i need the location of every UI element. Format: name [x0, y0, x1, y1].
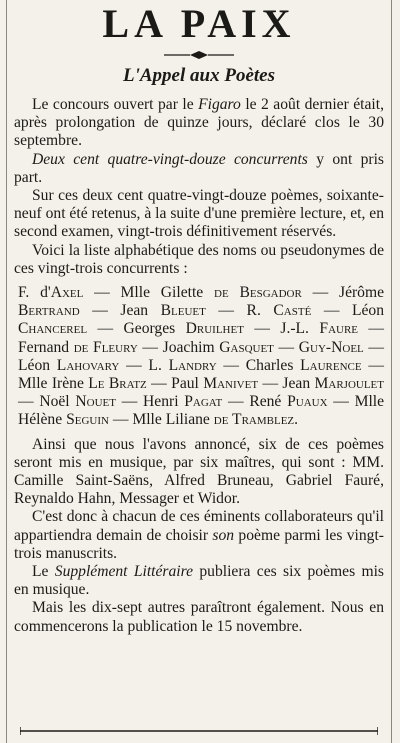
paragraph-6: C'est donc à chacun de ces éminents collaborateurs qu'il appartiendra demain de choisir son poème parmi les vingt-trois manuscrits.: [14, 508, 385, 562]
paragraph-1: Le concours ouvert par le Figaro le 2 août dernier était, après prolongation de quinze jours, déclaré clos le 30 septembre.: [14, 96, 384, 150]
contestant-name: Fernand de Fleury: [18, 338, 138, 356]
contestant-name: R. Casté: [246, 302, 312, 320]
contestant-name: Guy-Noel: [298, 338, 364, 356]
contestant-name: Jean Bleuet: [120, 302, 206, 320]
contestant-name: René Puaux: [249, 393, 328, 411]
contestant-name: Jean Marjoulet: [282, 375, 384, 393]
concurrents-italic: Deux cent quatre-vingt-douze concurrents: [32, 150, 308, 168]
column-rule-right: [391, 0, 392, 743]
end-rule: [20, 727, 378, 735]
contestant-name: Mlle Liliane de Tramblez: [132, 411, 295, 429]
contestant-name: Paul Manivet: [171, 375, 259, 393]
masthead: LA PAIX: [102, 1, 296, 46]
supplement-title: Supplément Littéraire: [54, 563, 194, 581]
contestant-name: Henri Pagat: [143, 393, 223, 411]
contestant-name: Jérôme Bertrand: [18, 284, 385, 320]
contestant-name: F. d'Axel: [18, 284, 84, 302]
names-paragraph: F. d'Axel — Mlle Gilette de Besgador — Jérôme Bertrand — Jean Bleuet — R. Casté — Léon Chancerel — Georges Druilhet — J.-L. Faure — Fernand de Fleury — Joachim Gasquet — Guy-Noel — Léon Lahovary — L. Landry — Charles Laurence — Mlle Irène Le Bratz — Paul Manivet — Jean Marjoulet — Noël Nouet — Henri Pagat — René Puaux — Mlle Hélène Seguin — Mlle Liliane de Tramblez.: [18, 284, 385, 429]
contestant-name: Mlle Hélène Seguin: [18, 393, 385, 429]
contestant-name: L. Landry: [148, 356, 217, 374]
contestant-name: Mlle Gilette de Besgador: [120, 284, 302, 302]
contestant-name: Noël Nouet: [39, 393, 116, 411]
paragraph-2: Deux cent quatre-vingt-douze concurrents y ont pris part.: [14, 150, 384, 186]
contestant-name: Georges Druilhet: [123, 320, 244, 338]
article-title: L'Appel aux Poètes: [123, 65, 275, 86]
column-rule-left: [6, 0, 7, 743]
article-body: [14, 96, 384, 636]
contestant-name: Léon Chancerel: [18, 302, 385, 338]
newspaper-article: [14, 0, 384, 636]
contestant-name: Charles Laurence: [245, 356, 362, 374]
paragraph-8: Mais les dix-sept autres paraîtront également. Nous en commencerons la publication le 15 novembre.: [14, 599, 384, 635]
paragraph-5: Ainsi que nous l'avons annoncé, six de ces poèmes seront mis en musique, par six maîtres, qui sont : MM. Camille Saint-Saëns, Alfred Bruneau, Gabriel Fauré, Reynaldo Hahn, Messager et Widor.: [14, 435, 384, 508]
contestant-name: Joachim Gasquet: [162, 338, 274, 356]
contestant-name: Léon Lahovary: [18, 356, 120, 374]
paragraph-7: Le Supplément Littéraire publiera ces six poèmes mis en musique.: [14, 563, 384, 599]
contestant-name: J.-L. Faure: [280, 320, 359, 338]
son-italic: son: [212, 526, 235, 544]
paragraph-3: Sur ces deux cent quatre-vingt-douze poèmes, soixante-neuf ont été retenus, à la suite d'une première lecture, et, en second examen, vingt-trois définitivement réservés.: [14, 187, 384, 241]
paragraph-4: Voici la liste alphabétique des noms ou pseudonymes de ces vingt-trois concurrents :: [14, 241, 384, 277]
figaro-title: Figaro: [198, 96, 241, 113]
names-list: [14, 284, 384, 430]
ornament-divider: [164, 50, 234, 60]
contestant-name: Mlle Irène Le Bratz: [18, 375, 147, 393]
